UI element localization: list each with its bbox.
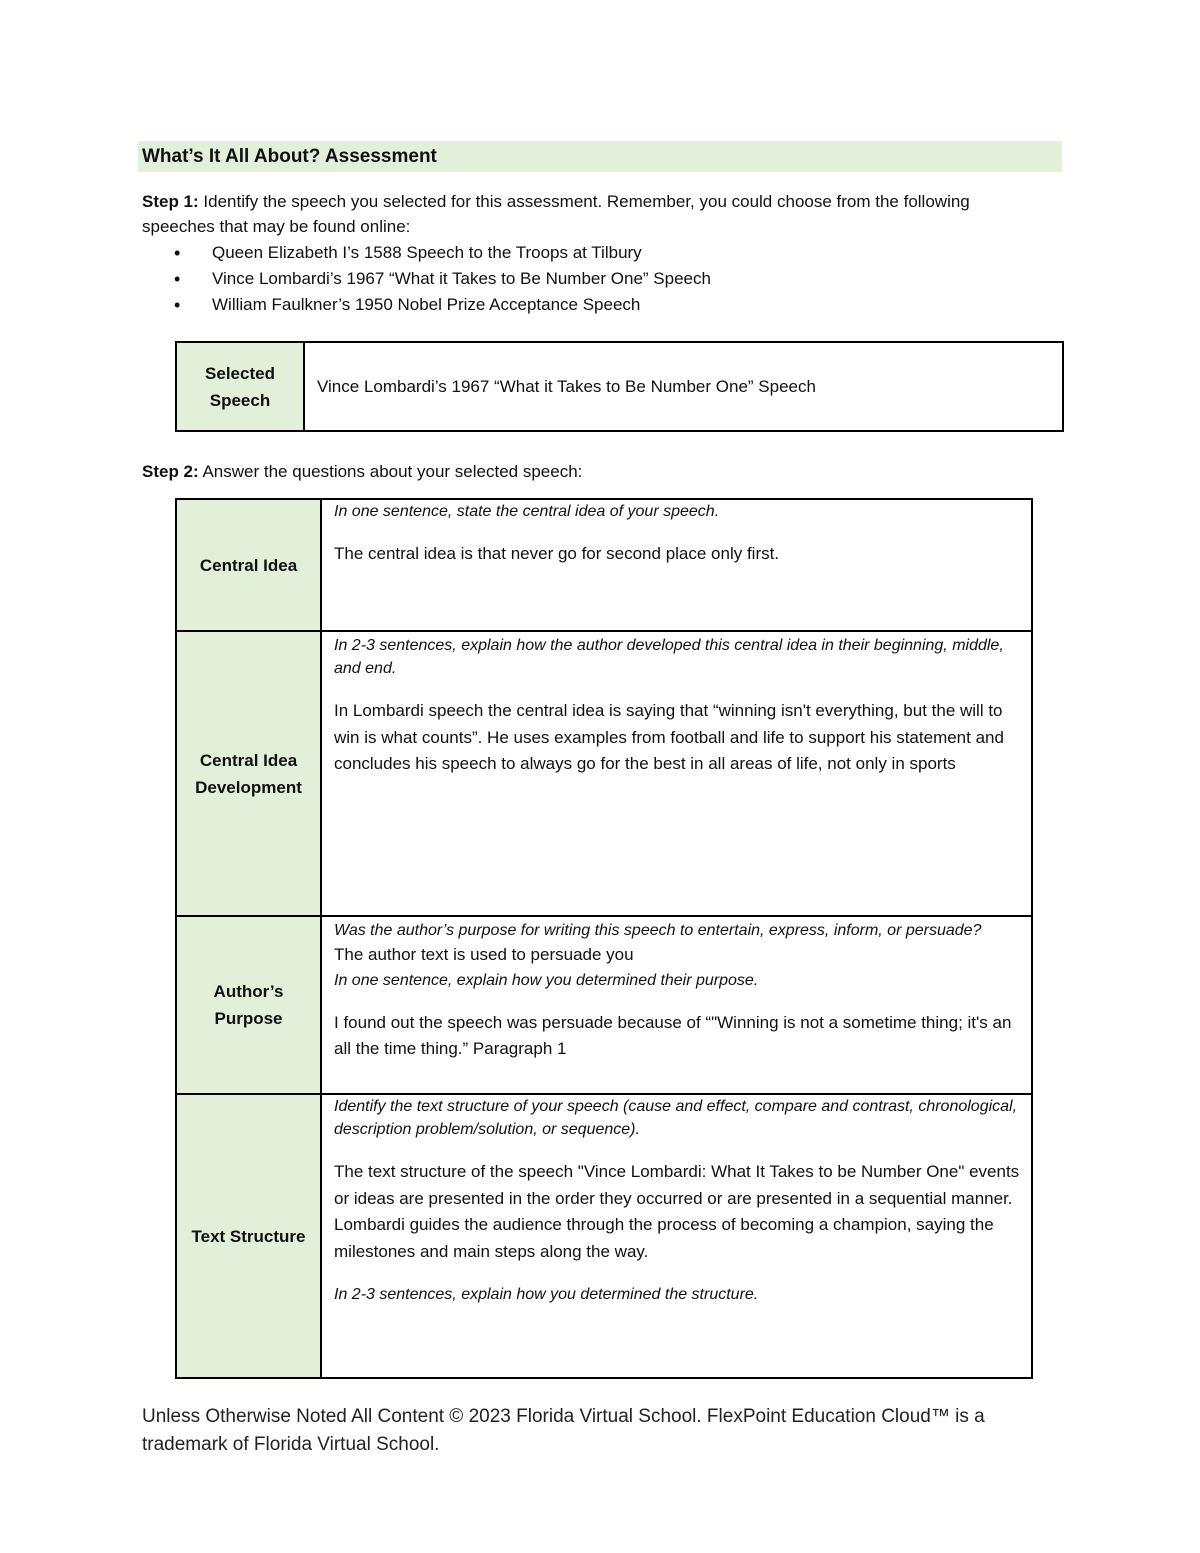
questions-table — [175, 498, 1033, 1379]
copyright-footer: Unless Otherwise Noted All Content © 2023 Florida Virtual School. FlexPoint Education Cloud™ is a trademark of Florida Virtual School. — [142, 1406, 985, 1455]
central-idea-answer: The central idea is that never go for second place only first. — [334, 544, 780, 563]
structure-prompt-2: In 2-3 sentences, explain how you determined the structure. — [334, 1286, 759, 1303]
structure-header: Text Structure — [176, 1094, 321, 1378]
step-1-label: Step 1: — [142, 192, 199, 211]
table-row — [176, 499, 1032, 631]
table-row — [176, 1094, 1032, 1378]
central-idea-cell[interactable] — [321, 499, 1032, 631]
central-idea-prompt: In one sentence, state the central idea of your speech. — [334, 503, 720, 520]
development-header: Central Idea Development — [176, 631, 321, 916]
purpose-header: Author’s Purpose — [176, 916, 321, 1094]
purpose-answer-1: The author text is used to persuade you — [334, 945, 634, 964]
structure-answer-1: The text structure of the speech "Vince Lombardi: What It Takes to be Number One" events or ideas are presented in the order they occurred or are presented in a sequential manner. Lombardi guides the audience through the process of becoming a champion, saying the milestones and main steps along the way. — [334, 1162, 1020, 1261]
speech-options-list — [142, 240, 711, 318]
selected-speech-value[interactable]: Vince Lombardi’s 1967 “What it Takes to Be Number One” Speech — [304, 342, 1063, 431]
central-idea-header: Central Idea — [176, 499, 321, 631]
step-1-text: Identify the speech you selected for this assessment. Remember, you could choose from the following speeches that may be found online: — [142, 192, 970, 236]
table-row — [176, 916, 1032, 1094]
selected-speech-table — [175, 341, 1064, 432]
list-item: • William Faulkner’s 1950 Nobel Prize Acceptance Speech — [142, 292, 711, 318]
list-item: • Vince Lombardi’s 1967 “What it Takes to Be Number One” Speech — [142, 266, 711, 292]
development-answer: In Lombardi speech the central idea is saying that “winning isn't everything, but the will to win is what counts”. He uses examples from football and life to support his statement and concludes his speech to always go for the best in all areas of life, not only in sports — [334, 701, 1004, 773]
step-2-label: Step 2: — [142, 462, 199, 481]
selected-speech-header: Selected Speech — [176, 342, 304, 431]
purpose-prompt-2: In one sentence, explain how you determined their purpose. — [334, 971, 759, 989]
structure-prompt-1: Identify the text structure of your speech (cause and effect, compare and contrast, chronological, description problem/solution, or sequence). — [334, 1098, 1018, 1138]
step-1-instructions — [142, 189, 1042, 239]
table-row — [176, 631, 1032, 916]
purpose-answer-2: I found out the speech was persuade because of “"Winning is not a sometime thing; it's an all the time thing.” Paragraph 1 — [334, 1012, 1012, 1058]
step-2-instructions — [142, 459, 582, 484]
structure-cell[interactable] — [321, 1094, 1032, 1378]
development-prompt: In 2-3 sentences, explain how the author developed this central idea in their beginning, middle, and end. — [334, 637, 1004, 677]
page-title: What’s It All About? Assessment — [138, 141, 1062, 172]
development-cell[interactable] — [321, 631, 1032, 916]
list-item: • Queen Elizabeth I’s 1588 Speech to the Troops at Tilbury — [142, 240, 711, 266]
purpose-prompt-1: Was the author’s purpose for writing this speech to entertain, express, inform, or persuade? — [334, 922, 982, 939]
step-2-text: Answer the questions about your selected speech: — [198, 462, 583, 481]
purpose-cell[interactable] — [321, 916, 1032, 1094]
